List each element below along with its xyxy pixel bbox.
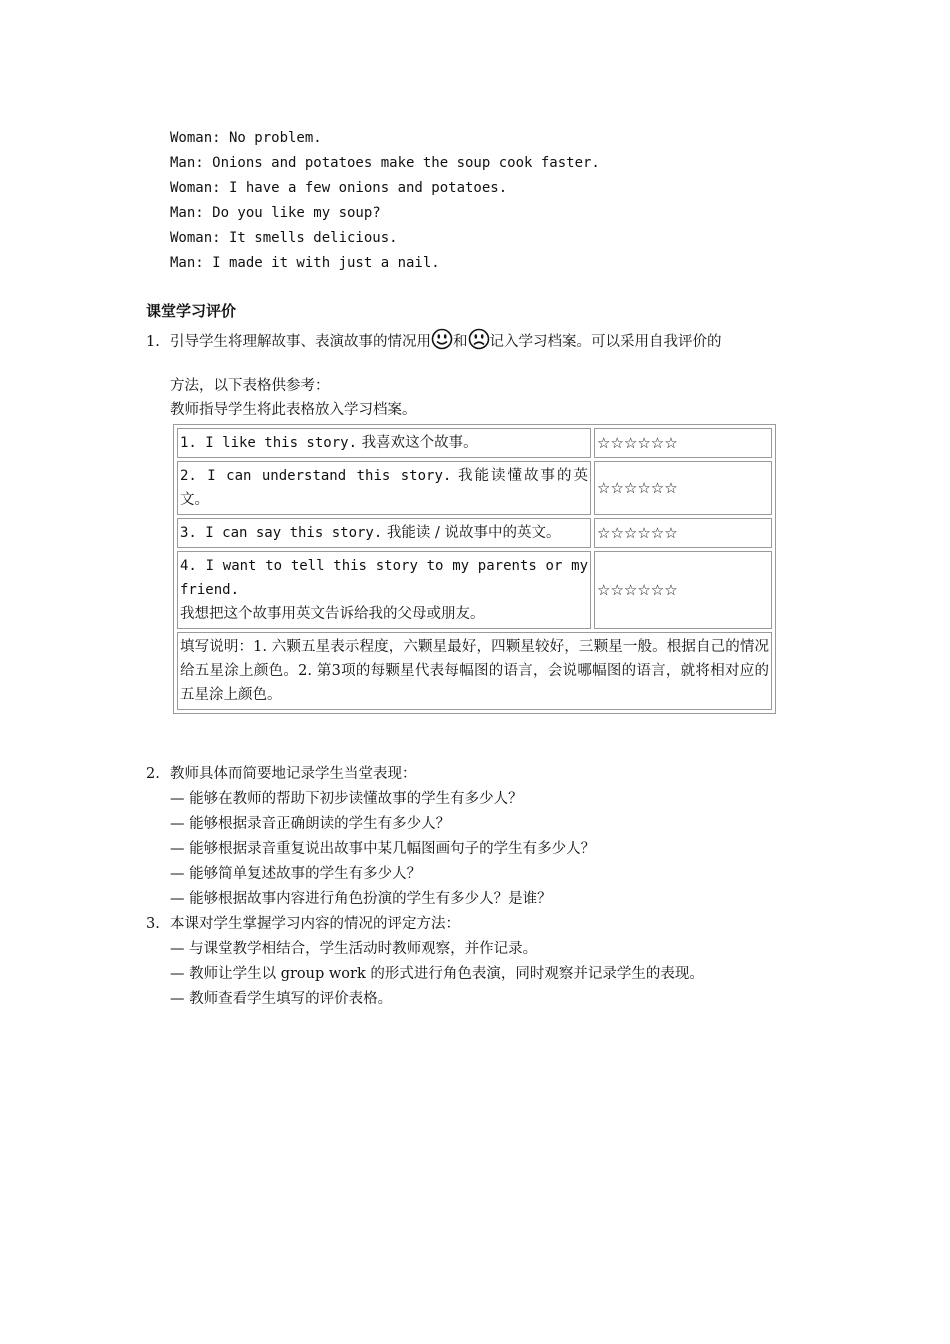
list-item: — 与课堂教学相结合，学生活动时教师观察，并作记录。 [170,941,538,957]
table-row [177,551,772,629]
statement-en: 2. I can understand this story. [180,468,452,484]
table-row [177,518,772,548]
item-text-between: 和 [453,334,468,350]
item-number: 2. [146,766,160,782]
sad-face-icon [468,328,490,350]
statement-cell [177,551,591,629]
section-title: 课堂学习评价 [146,302,237,320]
item-text: 本课对学生掌握学习内容的情况的评定方法： [170,916,460,932]
table-row [177,632,772,710]
list-item: — 教师查看学生填写的评价表格。 [170,991,393,1007]
statement-zh: 我喜欢这个故事。 [361,435,478,451]
statement-en: 3. I can say this story. [180,525,383,541]
list-item: — 能够根据录音正确朗读的学生有多少人？ [170,816,451,832]
table-row [177,428,772,458]
dialogue-line: Man: Do you like my soup? [170,205,381,221]
item-text: 引导学生将理解故事、表演故事的情况用 [170,334,431,350]
dialogue-line: Man: I made it with just a nail. [170,255,440,271]
table-row [177,461,772,515]
statement-zh: 我想把这个故事用英文告诉给我的父母或朋友。 [180,606,485,622]
list-item: — 能够根据录音重复说出故事中某几幅图画句子的学生有多少人？ [170,841,596,857]
item-number: 3. [146,916,160,932]
item-text: 教师具体而简要地记录学生当堂表现： [170,766,417,782]
item1-line2: 方法，以下表格供参考： [170,378,330,394]
star-rating[interactable]: ☆☆☆☆☆☆ [594,428,772,458]
dialogue-line: Woman: I have a few onions and potatoes. [170,180,508,196]
list-item: — 能够在教师的帮助下初步读懂故事的学生有多少人？ [170,791,523,807]
statement-cell [177,518,591,548]
star-rating[interactable]: ☆☆☆☆☆☆ [594,461,772,515]
list-item: — 能够简单复述故事的学生有多少人？ [170,866,422,882]
list-item: — 能够根据故事内容进行角色扮演的学生有多少人？是谁？ [170,891,552,907]
list-item: — 教师让学生以 group work 的形式进行角色表演，同时观察并记录学生的表现。 [170,966,704,982]
statement-en: 1. I like this story. [180,435,358,451]
star-rating[interactable]: ☆☆☆☆☆☆ [594,518,772,548]
evaluation-item-2 [146,762,704,1012]
statement-en: 4. I want to tell this story to my parents or my friend. [180,558,588,598]
smiley-face-icon [431,328,453,350]
story-dialogue [170,126,600,276]
self-evaluation-table [173,424,776,714]
statement-zh: 我能读懂故事的英文。 [180,468,589,508]
item1-line3: 教师指导学生将此表格放入学习档案。 [170,402,417,418]
star-rating[interactable]: ☆☆☆☆☆☆ [594,551,772,629]
evaluation-item-1 [146,328,826,355]
dialogue-line: Woman: It smells delicious. [170,230,398,246]
table-instructions: 填写说明：1. 六颗五星表示程度，六颗星最好，四颗星较好，三颗星一般。根据自己的情况给五星涂上颜色。2. 第3项的每颗星代表每幅图的语言，会说哪幅图的语言，就将相对应的五星涂上颜色。 [177,632,772,710]
dialogue-line: Woman: No problem. [170,130,322,146]
item-text-after: 记入学习档案。可以采用自我评价的 [489,334,722,350]
item-number: 1. [146,334,160,350]
dialogue-line: Man: Onions and potatoes make the soup cook faster. [170,155,600,171]
statement-zh: 我能读 / 说故事中的英文。 [386,525,561,541]
statement-cell [177,428,591,458]
statement-cell [177,461,591,515]
